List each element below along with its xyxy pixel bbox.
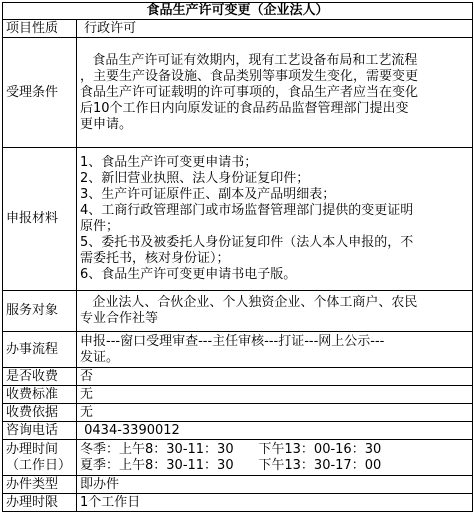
fee-required-label: 是否收费 [3, 368, 77, 386]
conditions-line: ，主要生产设备设施、食品类别等事项发生变化，需要变更 [80, 68, 419, 84]
materials-line: 2、新旧营业执照、法人身份证复印件； [80, 171, 310, 186]
process-line: 发证。 [80, 349, 120, 365]
winter-hours: 冬季：上午8：30-11：30 下午13：00-16：30 [80, 441, 382, 457]
materials-line: 4、工商行政管理部门或市场监督管理部门提供的变更证明 [80, 203, 414, 218]
conditions-line: 食品生产许可证载明的许可事项的，食品生产者应当在变化 [80, 84, 419, 100]
office-hours-label-line: （工作日） [6, 457, 72, 473]
time-limit-label: 办理时限 [3, 494, 77, 512]
service-target-value [77, 291, 473, 332]
case-type-value: 即办件 [77, 476, 473, 494]
summer-hours: 夏季：上午8：30-11：30 下午13：30-17：00 [80, 457, 382, 473]
fee-basis-value: 无 [77, 404, 473, 422]
materials-value [77, 148, 473, 291]
fee-standard-value: 无 [77, 386, 473, 404]
phone-value: 0434-3390012 [77, 422, 473, 440]
fee-required-value: 否 [77, 368, 473, 386]
process-line: 申报---窗口受理审查---主任审核---打证---网上公示--- [80, 333, 385, 349]
conditions-line: 后10个工作日内向原发证的食品药品监督管理部门提出变 [80, 100, 409, 116]
item-nature-value: 行政许可 [77, 20, 473, 38]
table-title: 食品生产许可变更（企业法人） [3, 3, 473, 20]
service-target-label: 服务对象 [3, 291, 77, 332]
materials-label: 申报材料 [3, 148, 77, 291]
case-type-label: 办件类型 [3, 476, 77, 494]
materials-line: 1、食品生产许可变更申请书； [80, 155, 258, 170]
time-limit-value: 1个工作日 [77, 494, 473, 512]
fee-basis-label: 收费依据 [3, 404, 77, 422]
conditions-line: 更申请。 [80, 116, 133, 132]
conditions-value [77, 38, 473, 148]
materials-line: 3、生产许可证原件正、副本及产品明细表； [80, 187, 336, 202]
item-nature-label: 项目性质 [3, 20, 77, 38]
office-hours-label [3, 440, 77, 476]
conditions-line: 食品生产许可证有效期内，现有工艺设备布局和工艺流程 [80, 52, 418, 68]
service-target-line: 企业法人、合伙企业、个人独资企业、个体工商户、农民 [80, 295, 418, 310]
service-guide-table [2, 2, 473, 512]
materials-line: 原件； [80, 219, 120, 234]
process-label: 办事流程 [3, 332, 77, 368]
materials-line: 6、食品生产许可变更申请书电子版。 [80, 267, 297, 282]
fee-standard-label: 收费标准 [3, 386, 77, 404]
conditions-label: 受理条件 [3, 38, 77, 148]
office-hours-value [77, 440, 473, 476]
office-hours-label-line: 办理时间 [6, 441, 59, 457]
phone-label: 咨询电话 [3, 422, 77, 440]
materials-line: 需委托书，核对身份证）； [80, 251, 230, 266]
materials-line: 5、委托书及被委托人身份证复印件（法人本人申报的，不 [80, 235, 414, 250]
service-target-line: 专业合作社等 [80, 311, 159, 326]
process-value [77, 332, 473, 368]
